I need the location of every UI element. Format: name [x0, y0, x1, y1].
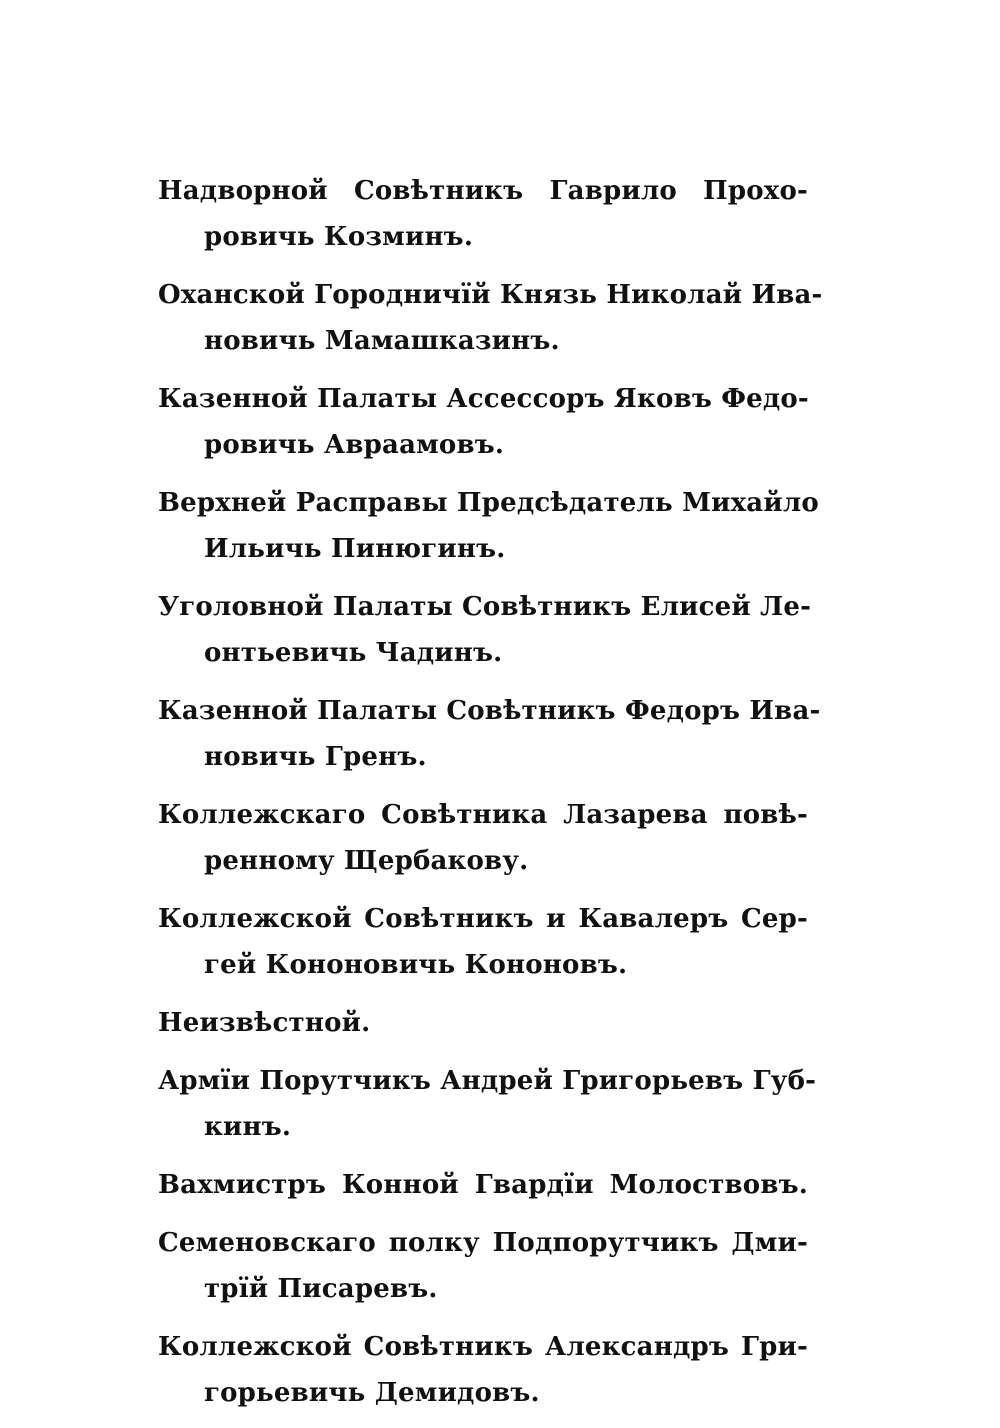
list-entry	[158, 376, 838, 468]
entry-continuation: новичь Мамашказинъ.	[204, 326, 560, 356]
entry-continuation: новичь Гренъ.	[204, 742, 427, 772]
list-entry	[158, 480, 838, 572]
entry-line: Уголовной Палаты Совѣтникъ Елисей Ле-	[158, 592, 812, 622]
entry-line: Коллежской Совѣтникъ Александръ Гри-	[158, 1332, 808, 1362]
list-entry	[158, 1000, 838, 1046]
entry-line: Коллежскаго Совѣтника Лазарева повѣ-	[158, 800, 808, 830]
entry-line: Оханской Городничїй Князь Николай Ива-	[158, 280, 823, 310]
list-entry	[158, 792, 838, 884]
entry-continuation: ренному Щербакову.	[204, 846, 529, 876]
entry-continuation: трїй Писаревъ.	[204, 1274, 438, 1304]
entry-line: Вахмистръ Конной Гвардїи Молоствовъ.	[158, 1170, 808, 1200]
list-entry	[158, 1058, 838, 1150]
entry-line: Казенной Палаты Ассессоръ Яковъ Федо-	[158, 384, 809, 414]
entry-continuation: ровичь Козминъ.	[204, 222, 474, 252]
entry-continuation: кинъ.	[204, 1112, 292, 1142]
list-entry	[158, 168, 838, 260]
list-entry	[158, 584, 838, 676]
entry-line: Коллежской Совѣтникъ и Кавалеръ Сер-	[158, 904, 808, 934]
entry-continuation: Ильичь Пинюгинъ.	[204, 534, 506, 564]
list-entry	[158, 1220, 838, 1312]
entry-line: Армїи Порутчикъ Андрей Григорьевъ Губ-	[158, 1066, 817, 1096]
entry-continuation: горьевичь Демидовъ.	[204, 1378, 540, 1408]
list-entry	[158, 1162, 838, 1208]
entry-line: Неизвѣстной.	[158, 1008, 371, 1038]
list-entry	[158, 688, 838, 780]
list-entry	[158, 896, 838, 988]
list-entry	[158, 1324, 838, 1416]
name-list	[158, 168, 838, 1428]
entry-continuation: онтьевичь Чадинъ.	[204, 638, 503, 668]
entry-line: Семеновскаго полку Подпорутчикъ Дми-	[158, 1228, 808, 1258]
entry-continuation: гей Кононовичь Кононовъ.	[204, 950, 628, 980]
list-entry	[158, 272, 838, 364]
entry-line: Надворной Совѣтникъ Гаврило Прохо-	[158, 176, 808, 206]
entry-line: Верхней Расправы Предсѣдатель Михайло	[158, 488, 819, 518]
entry-line: Казенной Палаты Совѣтникъ Федоръ Ива-	[158, 696, 821, 726]
entry-continuation: ровичь Авраамовъ.	[204, 430, 505, 460]
